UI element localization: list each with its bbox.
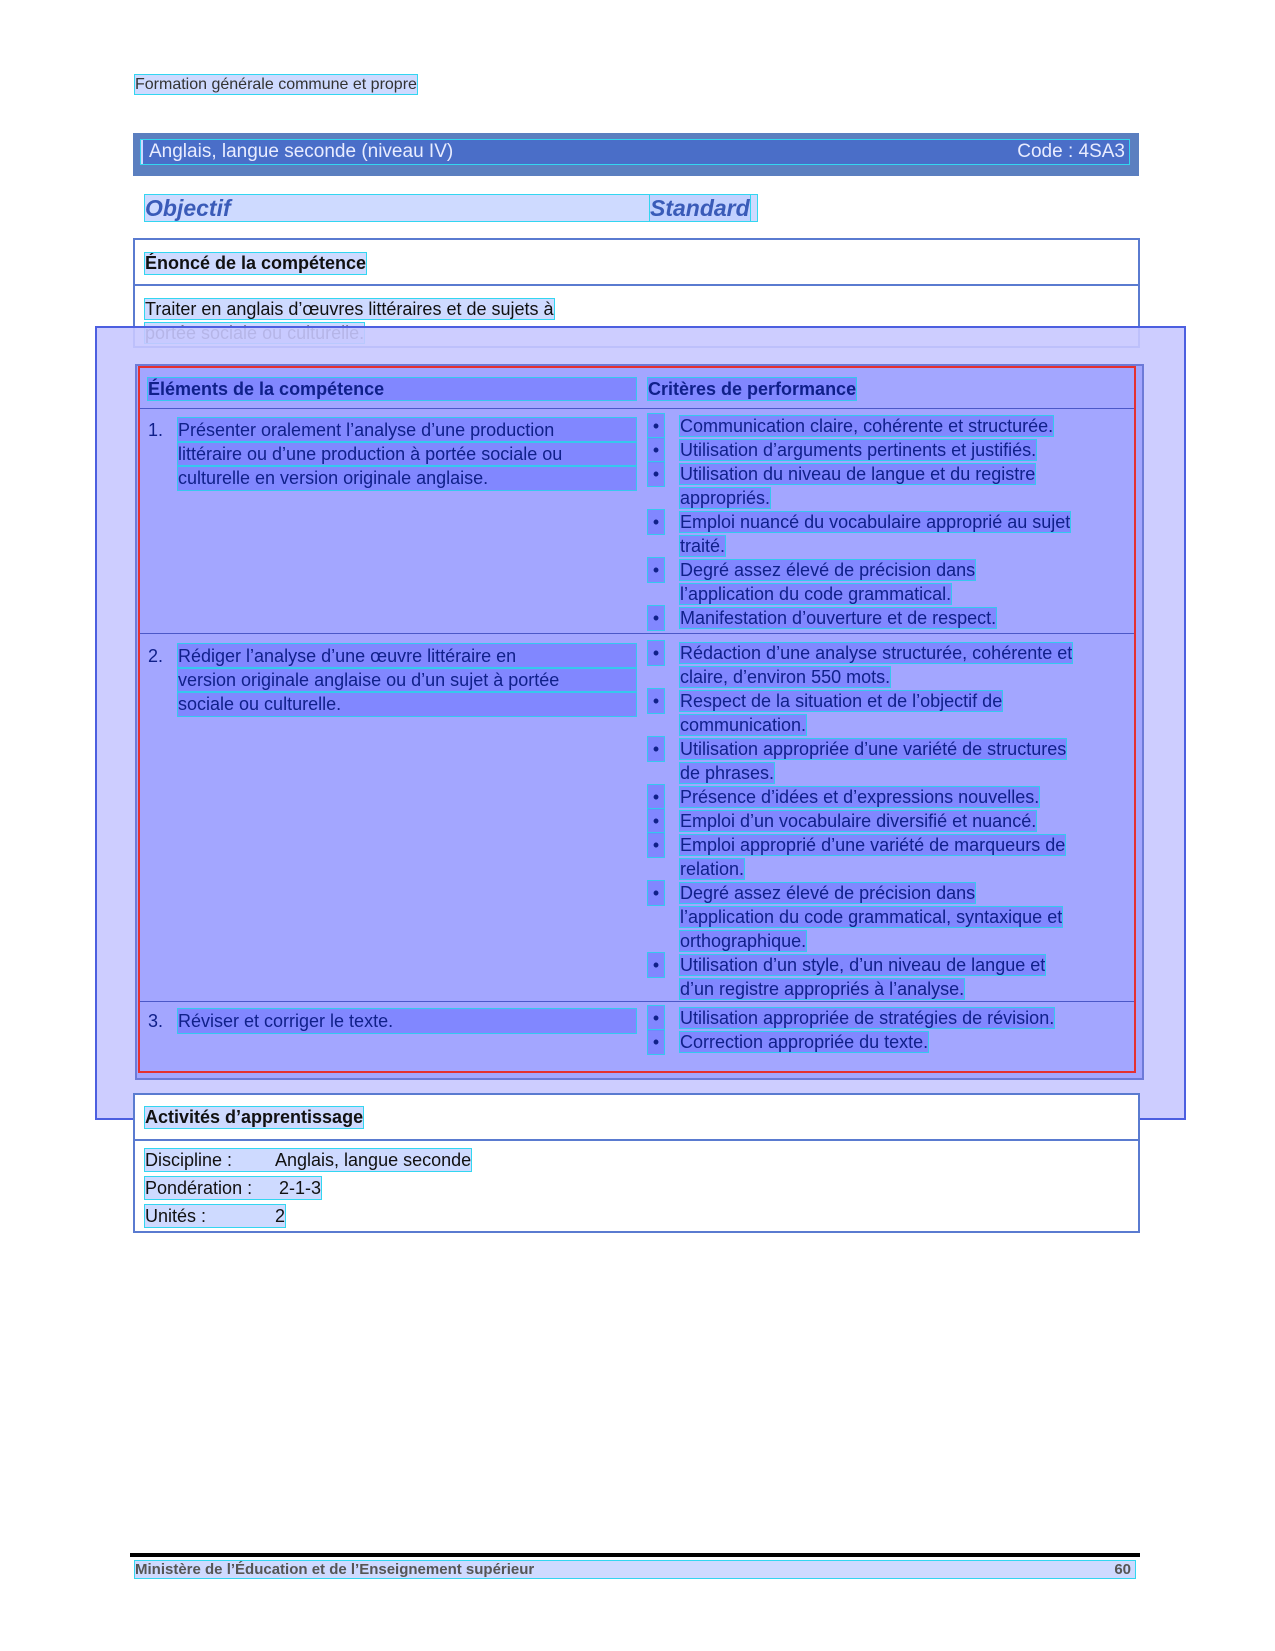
criterion-item: • Utilisation appropriée d’une variété de structures de phrases. [648,737,1128,785]
criterion-item: • Degré assez élevé de précision dans l’application du code grammatical. [648,558,1128,606]
criteria-list-2 [648,641,1128,1001]
criterion-item: • Rédaction d’une analyse structurée, cohérente et claire, d’environ 550 mots. [648,641,1128,689]
bullet-icon: • [648,1030,664,1054]
bullet-icon: • [648,953,664,977]
running-header: Formation générale commune et propre [135,76,417,93]
bullet-icon: • [648,641,664,665]
bullet-icon: • [648,606,664,630]
page-number: 60 [1114,1561,1131,1578]
criterion-item: • Présence d’idées et d’expressions nouvelles. [648,785,1128,809]
bullet-icon: • [648,1006,664,1030]
unites-row [145,1205,285,1227]
ponderation-row [145,1177,321,1199]
bullet-icon: • [648,689,664,713]
criterion-item: • Utilisation appropriée de stratégies de révision. [648,1006,1128,1030]
element-line: Rédiger l’analyse d’une œuvre littéraire en [178,644,636,668]
criterion-item: • Utilisation d’un style, d’un niveau de langue et d’un registre appropriés à l’analyse. [648,953,1128,1001]
discipline-value: Anglais, langue seconde [275,1150,472,1170]
element-number: 2. [148,646,164,666]
bullet-icon: • [648,414,664,438]
element-number: 3. [148,1011,164,1031]
bullet-icon: • [648,809,664,833]
element-line: culturelle en version originale anglaise. [178,466,636,490]
footer-ministry: Ministère de l’Éducation et de l’Enseignement supérieur [135,1561,535,1578]
criteria-list-1 [648,414,1128,630]
criterion-item: • Correction appropriée du texte. [648,1030,1128,1054]
bullet-icon: • [648,881,664,905]
bullet-icon: • [648,510,664,534]
discipline-label: Discipline : [145,1150,233,1170]
criterion-item: • Emploi approprié d’une variété de marqueurs de relation. [648,833,1128,881]
unites-value: 2 [275,1206,286,1226]
element-line: littéraire ou d’une production à portée sociale ou [178,442,636,466]
enonce-title: Énoncé de la compétence [145,253,367,273]
bullet-icon: • [648,737,664,761]
competence-table [138,366,1136,1073]
criterion-item: • Manifestation d’ouverture et de respect. [648,606,1128,630]
row-divider [140,633,1134,634]
element-3 [148,1009,636,1033]
footer-rule [130,1553,1140,1557]
element-1 [148,418,636,490]
row-divider [140,1001,1134,1002]
section-standard: Standard [650,195,750,221]
enonce-line: Traiter en anglais d’œuvres littéraires et de sujets à [145,299,554,319]
criterion-item: • Emploi d’un vocabulaire diversifié et nuancé. [648,809,1128,833]
element-2 [148,644,636,716]
column-header-elements: Éléments de la compétence [148,378,636,400]
bullet-icon: • [648,833,664,857]
element-number: 1. [148,420,164,440]
criterion-item: • Degré assez élevé de précision dans l’application du code grammatical, syntaxique et orthographique. [648,881,1128,953]
criterion-item: • Respect de la situation et de l’objectif de communication. [648,689,1128,737]
element-line: version originale anglaise ou d’un sujet à portée [178,668,636,692]
ponderation-value: 2-1-3 [279,1178,322,1198]
course-title: Anglais, langue seconde (niveau IV) [149,141,454,162]
row-divider [140,408,1134,409]
ponderation-label: Pondération : [145,1178,253,1198]
discipline-row [145,1149,471,1171]
element-line: sociale ou culturelle. [178,692,636,716]
criterion-item: • Utilisation du niveau de langue et du registre appropriés. [648,462,1128,510]
unites-label: Unités : [145,1206,207,1226]
bullet-icon: • [648,785,664,809]
bullet-icon: • [648,558,664,582]
course-title-bar [133,133,1139,176]
element-line: Présenter oralement l’analyse d’une production [178,418,636,442]
bullet-icon: • [648,462,664,486]
activities-title: Activités d’apprentissage [145,1107,364,1127]
course-code: Code : 4SA3 [1017,141,1125,162]
section-objectif: Objectif [145,195,757,221]
footer [135,1561,1135,1578]
column-header-criteres: Critères de performance [648,379,857,399]
criterion-item: • Utilisation d’arguments pertinents et justifiés. [648,438,1128,462]
criterion-item: • Communication claire, cohérente et structurée. [648,414,1128,438]
element-line: Réviser et corriger le texte. [178,1009,636,1033]
criteria-list-3 [648,1006,1128,1054]
bullet-icon: • [648,438,664,462]
activities-box [133,1093,1140,1233]
criterion-item: • Emploi nuancé du vocabulaire approprié au sujet traité. [648,510,1128,558]
